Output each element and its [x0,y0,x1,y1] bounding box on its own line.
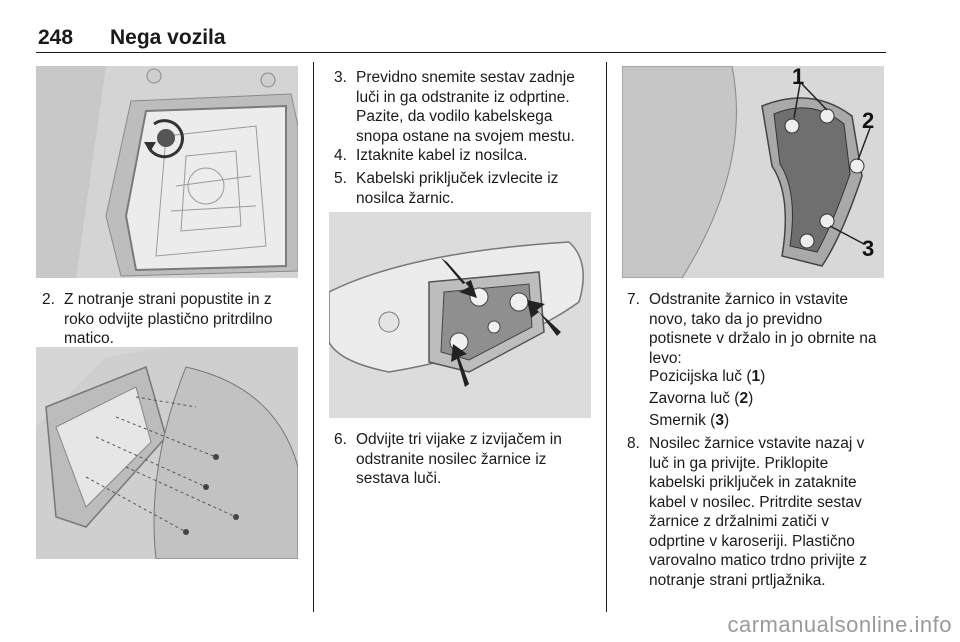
step-number: 3. [334,69,347,86]
figure-bulb-holder-screws [329,212,591,418]
step-number: 6. [334,431,347,448]
step-number: 4. [334,147,347,164]
bulb-number: 3 [715,412,724,429]
page-header [38,26,886,54]
step-text: Kabelski priključek izvlecite iz nosilca žarnic. [356,170,559,207]
step-number: 5. [334,170,347,187]
chapter-title: Nega vozila [110,26,226,49]
callout-3: 3 [862,236,875,261]
column-divider-1 [313,62,314,612]
column-divider-2 [606,62,607,612]
bulb-item-3: Smernik (3) [649,412,730,429]
step-number: 2. [42,291,55,308]
bulb-item-2: Zavorna luč (2) [649,390,754,407]
step-text: Previdno snemite sestav zadnje luči in ga odstranite iz odprtine. Pazite, da vodilo kabelskega snopa ostane na svojem mestu. [356,69,575,145]
bulb-name: Smernik [649,412,706,429]
callout-2: 2 [862,108,875,133]
bulb-number: 1 [751,368,761,385]
bulb-name: Pozicijska luč [649,368,743,385]
callout-1: 1 [792,66,805,89]
step-text: Odvijte tri vijake z izvijačem in odstranite nosilec žarnice iz sestava luči. [356,431,562,487]
bulb-item-1: Pozicijska luč (1) [649,368,766,385]
header-rule [36,52,886,53]
figure-bulb-positions [622,66,884,278]
page-number: 248 [38,26,74,49]
step-number: 7. [627,291,640,308]
figure-tail-light-assembly [36,347,298,559]
bulb-number: 2 [739,390,749,407]
step-text: Nosilec žarnice vstavite nazaj v luč in ga privijte. Priklopite kabelski priključek in zataknite kabel v nosilec. Pritrdite sestav žarnice z držalnimi zatiči v odprtine v karoseriji. Plastično varovalno matico trdno privijte z notranje strani prtljažnika. [649,435,867,589]
figure-trunk-cover-nut [36,66,298,278]
step-text: Iztaknite kabel iz nosilca. [356,147,528,164]
step-number: 8. [627,435,640,452]
watermark: carmanualsonline.info [727,612,952,637]
step-text: Odstranite žarnico in vstavite novo, tako da jo previdno potisnete v držalo in jo obrnite na levo: [649,291,877,367]
bulb-name: Zavorna luč [649,390,730,407]
step-text: Z notranje strani popustite in z roko odvijte plastično pritrdilno matico. [64,291,273,347]
